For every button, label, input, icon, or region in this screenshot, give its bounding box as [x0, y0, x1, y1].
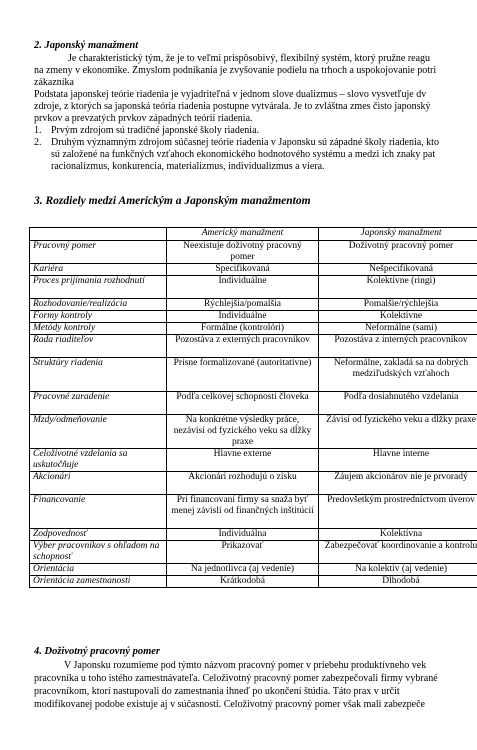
japanese-value-cell: Pomalšie/rýchlejšia: [319, 299, 477, 311]
table-row: [30, 335, 477, 358]
table-row: [30, 392, 477, 415]
list-item-text: sú založené na funkčných vzťahoch ekonomického hodnotového systému a medzi ich znaky pat: [51, 149, 436, 160]
japanese-value-cell: Neformálne, zakladá sa na dobrých medziľudských vzťahoch: [319, 358, 477, 392]
section-4-paragraph-line: pracovníka u toho istého zamestnávateľa. Celoživotný pracovný pomer zabezpečovali firmy vybrané: [34, 673, 438, 684]
table-row: [30, 311, 477, 323]
row-label-cell: Pracovný pomer: [30, 241, 167, 264]
japanese-value-cell: Doživotný pracovný pomer: [319, 241, 477, 264]
japanese-value-cell: Záujem akcionárov nie je prvoradý: [319, 472, 477, 495]
row-label-cell: Akcionári: [30, 472, 167, 495]
japanese-value-cell: Kolektívne: [319, 311, 477, 323]
section-4-heading: 4. Doživotný pracovný pomer: [34, 646, 160, 657]
table-row: [30, 358, 477, 392]
american-value-cell: Specifikovaná: [167, 264, 319, 276]
american-value-cell: Rýchlejšia/pomalšia: [167, 299, 319, 311]
row-label-cell: Orientácia zamestnanosti: [30, 576, 167, 588]
japanese-value-cell: Kolektívne (ringi): [319, 276, 477, 299]
japanese-value-cell: Nešpecifikovaná: [319, 264, 477, 276]
comparison-table: [29, 227, 477, 588]
table-row: [30, 564, 477, 576]
american-value-cell: Hlavne externe: [167, 449, 319, 472]
section-4-paragraph-line: V Japonsku rozumieme pod týmto názvom pracovný pomer v priebehu produktívneho vek: [64, 660, 427, 671]
table-row: [30, 323, 477, 335]
table-row: [30, 415, 477, 449]
table-row: [30, 449, 477, 472]
american-value-cell: Podľa celkovej schopnosti človeka: [167, 392, 319, 415]
table-header-cell: Americký manažment: [167, 228, 319, 241]
american-value-cell: Na jednotlivca (aj vedenie): [167, 564, 319, 576]
japanese-value-cell: Kolektívna: [319, 529, 477, 541]
american-value-cell: Pozostáva z externých pracovníkov: [167, 335, 319, 358]
american-value-cell: Formálne (kontrolóri): [167, 323, 319, 335]
row-label-cell: Celoživotné vzdelania sa uskutočňuje: [30, 449, 167, 472]
table-row: [30, 529, 477, 541]
american-value-cell: Prísne formalizované (autoritatívne): [167, 358, 319, 392]
american-value-cell: Na konkrétne výsledky práce, nezávisí od fyzického veku sa dĺžky praxe: [167, 415, 319, 449]
american-value-cell: Neexistuje doživotný pracovný pomer: [167, 241, 319, 264]
table-row: [30, 541, 477, 564]
row-label-cell: Zodpovednosť: [30, 529, 167, 541]
table-row: [30, 576, 477, 588]
table-row: [30, 472, 477, 495]
japanese-value-cell: Na kolektív (aj vedenie): [319, 564, 477, 576]
list-item-text: Druhým významným zdrojom súčasnej teórie riadenia v Japonsku sú západné školy riadenia, kto: [51, 137, 439, 148]
section-2-paragraph-line: Podstata japonskej teórie riadenia je vyjadriteľná v jednom slove dualizmus – slovo vysvetľuje dv: [34, 89, 427, 100]
section-2-paragraph-line: zdroje, z ktorých sa japonská teória riadenia postupne vytvárala. Je to zvláštna zmes čisto japonský: [34, 101, 431, 112]
list-item-text: racionalizmus, konkurencia, materializmus, individualizmus a viera.: [51, 161, 325, 172]
row-label-cell: Pracovné zaradenie: [30, 392, 167, 415]
japanese-value-cell: Zabezpečovať koordinovanie a kontrolu: [319, 541, 477, 564]
row-label-cell: Kariéra: [30, 264, 167, 276]
american-value-cell: Individuálne: [167, 276, 319, 299]
section-2-paragraph-line: Je charakteristický tým, že je to veľmi prispôsobivý, flexibilný systém, ktorý pružne reagu: [68, 53, 431, 64]
list-number: 1.: [34, 125, 42, 136]
row-label-cell: Financovanie: [30, 495, 167, 529]
japanese-value-cell: Predovšetkým prostredníctvom úverov: [319, 495, 477, 529]
section-4-paragraph-line: modifikovanej podobe existuje aj v súčasnosti. Celoživotný pracovný pomer však mali zabezpeče: [34, 699, 425, 710]
row-label-cell: Formy kontroly: [30, 311, 167, 323]
row-label-cell: Štruktúry riadenia: [30, 358, 167, 392]
table-header-cell: [30, 228, 167, 241]
row-label-cell: Proces prijímania rozhodnutí: [30, 276, 167, 299]
table-row: [30, 264, 477, 276]
japanese-value-cell: Závisí od fyzického veku a dĺžky praxe: [319, 415, 477, 449]
row-label-cell: Rada riaditeľov: [30, 335, 167, 358]
table-row: [30, 276, 477, 299]
list-number: 2.: [34, 137, 42, 148]
section-4-paragraph-line: pracovníkom, ktorí nastupovali do zamestnania ihneď po ukončení štúdia. Táto prax v určit: [34, 686, 400, 697]
row-label-cell: Orientácia: [30, 564, 167, 576]
section-2-heading: 2. Japonský manažment: [34, 40, 139, 51]
american-value-cell: Akcionári rozhodujú o zisku: [167, 472, 319, 495]
japanese-value-cell: Dlhodobá: [319, 576, 477, 588]
table-header-row: [30, 228, 477, 241]
row-label-cell: Mzdy/odmeňovanie: [30, 415, 167, 449]
list-item-text: Prvým zdrojom sú tradičné japonské školy riadenia.: [51, 125, 260, 136]
section-2-paragraph-line: zákazníka: [34, 77, 74, 88]
row-label-cell: Rozhodovanie/realizácia: [30, 299, 167, 311]
row-label-cell: Metódy kontroly: [30, 323, 167, 335]
table-row: [30, 495, 477, 529]
japanese-value-cell: Podľa dosiahnutého vzdelania: [319, 392, 477, 415]
american-value-cell: Krátkodobá: [167, 576, 319, 588]
section-2-paragraph-line: na zmeny v ekonomike. Zmyslom podnikania je zvyšovanie podielu na trhoch a uspokojovanie potri: [34, 65, 437, 76]
table-row: [30, 241, 477, 264]
american-value-cell: Individuálna: [167, 529, 319, 541]
japanese-value-cell: Pozostáva z interných pracovníkov: [319, 335, 477, 358]
american-value-cell: Individuálne: [167, 311, 319, 323]
american-value-cell: Prikazovať: [167, 541, 319, 564]
table-header-cell: Japonský manažment: [319, 228, 477, 241]
section-2-paragraph-line: prvkov a prevzatých prvkov západných teórií riadenia.: [34, 113, 253, 124]
japanese-value-cell: Neformálne (sami): [319, 323, 477, 335]
table-row: [30, 299, 477, 311]
row-label-cell: Výber pracovníkov s ohľadom na schopnosť: [30, 541, 167, 564]
japanese-value-cell: Hlavne interne: [319, 449, 477, 472]
american-value-cell: Pri financovaní firmy sa snaža byť menej závislí od finančných inštitúcií: [167, 495, 319, 529]
section-3-heading: 3. Rozdiely medzi Americkým a Japonským manažmentom: [34, 195, 311, 207]
